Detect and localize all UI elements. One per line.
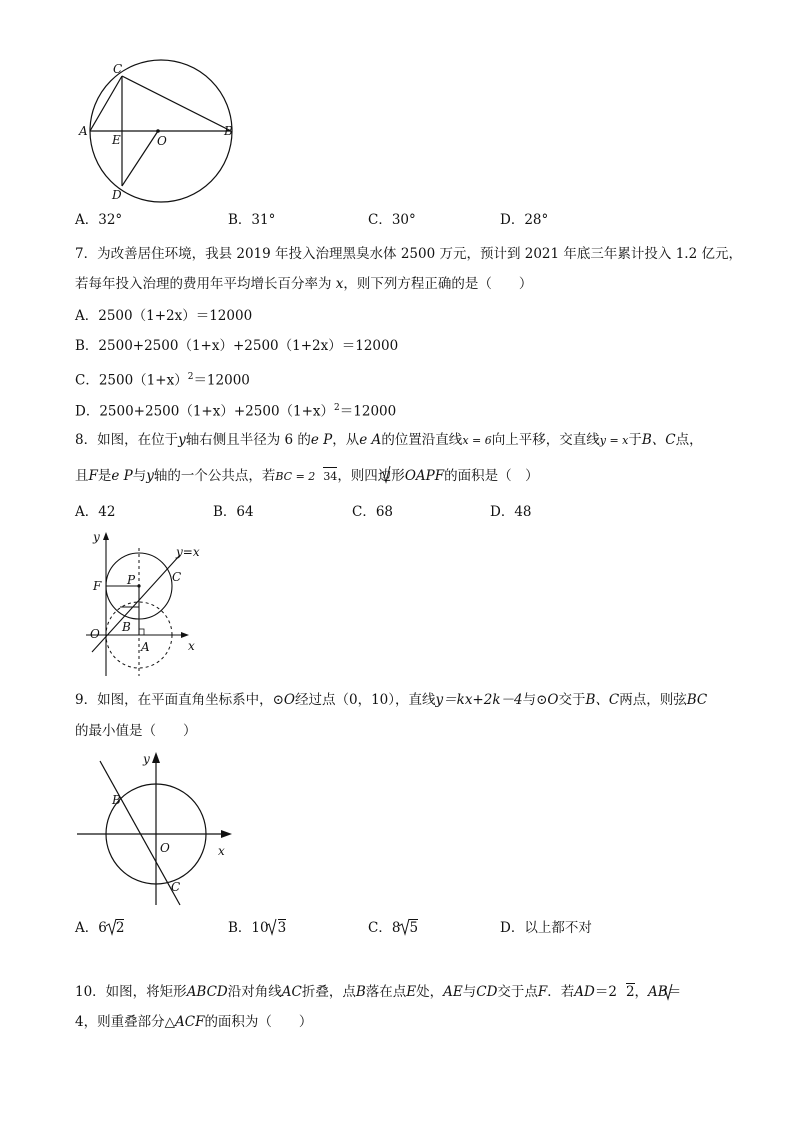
q8-option-c[interactable]: C．68 [352,504,394,520]
q9-stem-line2: 的最小值是（ ） [75,723,197,739]
q7-option-c[interactable]: C．$2500(1+x)^2=12000$ [75,372,250,389]
q6-option-a[interactable]: A．32° [75,212,123,228]
q10-stem-line1: 10．如图，将矩形ABCD沿对角线AC折叠，点B落在点E处，AE与CD交于点F．若AD＝2 2，AB＝ [75,984,682,1000]
q6-option-b[interactable]: B．31° [228,212,276,228]
label-c: C [172,570,182,584]
label-p: P [127,573,136,587]
label-x: x [188,639,195,653]
sqrt-3: 3 [277,920,287,936]
q7-stem-line2: 若每年投入治理的费用年平均增长百分率为 x，则下列方程正确的是（ ） [75,276,533,292]
q6-option-c[interactable]: C．30° [368,212,416,228]
label-a: A [141,640,150,654]
label-y: y [143,752,150,766]
radical-q9a [106,919,116,934]
q8-stem-line1: 8．如图，在位于y轴右侧且半径为 6 的e P，从e A的位置沿直线x = 6向上平移，交直线y = x于B、C点， [75,432,703,448]
label-d: D [112,188,122,202]
label-c: C [171,880,181,894]
q8-option-d[interactable]: D．48 [490,504,532,520]
radical-q9b [266,919,276,934]
q7-option-b[interactable]: B．2500+2500（1+x）+2500（1+2x）＝12000 [75,338,399,354]
label-c: C [113,62,123,76]
q8-option-a[interactable]: A．42 [75,504,116,520]
label-b: B [122,620,131,634]
label-y: y [93,530,100,544]
q8-option-b[interactable]: B．64 [213,504,254,520]
q9-option-b[interactable]: B．10 3 [228,920,287,936]
sqrt-5: 5 [409,920,419,936]
label-o: O [160,841,170,855]
q6-option-d[interactable]: D．28° [500,212,549,228]
q7-stem-line1: 7．为改善居住环境，我县 2019 年投入治理黑臭水体 2500 万元，预计到 2021 年底三年累计投入 1.2 亿元， [75,246,742,262]
label-a: A [79,124,88,138]
sqrt-2-q10: 2 [625,984,635,1000]
sqrt-2: 2 [115,920,125,936]
q7-option-d[interactable]: D．$2500+2500(1+x)+2500(1+x)^2=12000$ [75,403,397,420]
q9-option-c[interactable]: C．8 5 [368,920,419,936]
label-o: O [90,627,100,641]
q9-option-a[interactable]: A．6 2 [75,920,125,936]
q9-option-d[interactable]: D．以上都不对 [500,920,592,936]
label-b: B [112,793,121,807]
q10-stem-line2: 4，则重叠部分△ACF的面积为（ ） [75,1014,313,1030]
radical-q9c [399,919,409,934]
q9-stem-line1: 9．如图，在平面直角坐标系中，⊙O经过点（0，10），直线y＝kx+2k－4与⊙O交于B、C两点，则弦BC [75,692,708,708]
label-b: B [224,124,233,138]
q7-option-a[interactable]: A．2500（1+2x）＝12000 [75,308,253,324]
label-e: E [112,133,121,147]
radical-sqrt-34 [380,466,390,482]
label-o: O [157,134,167,148]
sqrt-34: 34 [323,467,337,484]
label-f: F [93,579,102,593]
label-x: x [218,844,225,858]
label-yx: y=x [176,545,200,559]
q8-stem-line2: 且F是e P与y轴的一个公共点，若BC = 2 34，则四边形OAPF的面积是（ ） [75,468,539,484]
